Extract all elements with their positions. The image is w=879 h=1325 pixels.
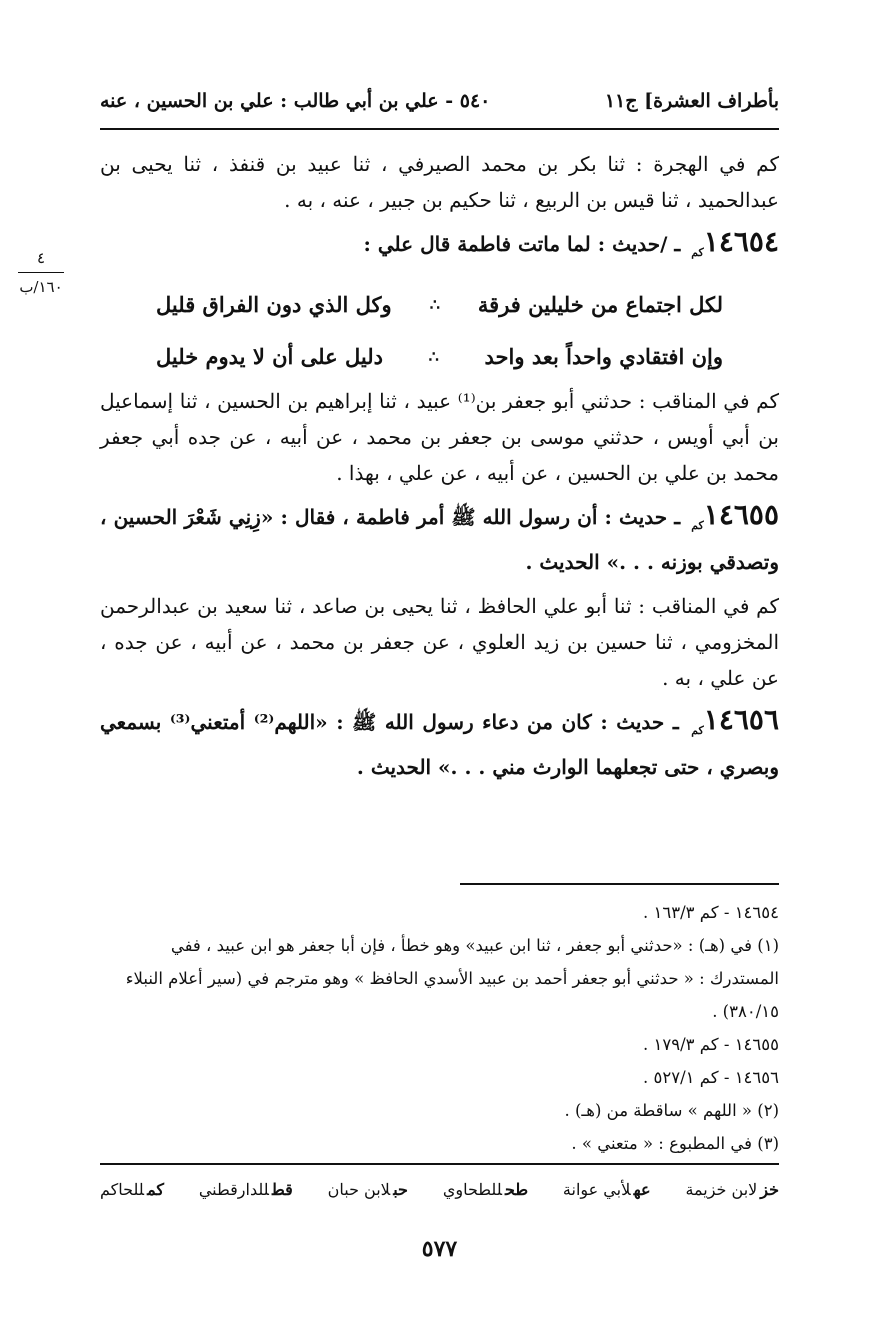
hemistich-first: وإن افتقادي واحداً بعد واحد xyxy=(484,344,723,369)
header-chapter: ٥٤٠ - علي بن أبي طالب : علي بن الحسين ، عنه xyxy=(100,90,491,112)
abbreviation-code: طح xyxy=(504,1180,529,1199)
abbreviation-code: خز xyxy=(760,1180,779,1199)
abbreviations-key xyxy=(100,1180,779,1199)
abbreviation-item xyxy=(100,1180,164,1199)
header-rule xyxy=(100,128,779,130)
abbreviation-code: قط xyxy=(271,1180,293,1199)
hadith-source-mark: كم xyxy=(691,519,704,532)
verse-separator: ∴ xyxy=(428,347,439,366)
hadith-14655 xyxy=(100,497,779,580)
abbreviation-code: كم xyxy=(147,1180,164,1199)
footnotes xyxy=(100,896,779,1160)
folio-divider xyxy=(18,272,64,273)
abbreviation-item xyxy=(443,1180,528,1199)
header-volume: بأطراف العشرة] ج١١ xyxy=(604,90,779,112)
footnote: ١٤٦٥٦ - كم ٥٢٧/١ . xyxy=(643,1068,779,1087)
hadith-number: ١٤٦٥٤ xyxy=(703,225,779,258)
abbreviation-item xyxy=(563,1180,651,1199)
isnad-paragraph-2: كم في المناقب : ثنا أبو علي الحافظ ، ثنا يحيى بن صاعد ، ثنا سعيد بن عبدالرحمن المخزومي ، ثنا حسين بن زيد العلوي ، عن جعفر بن محمد ، عن أبيه ، عن جده ، عن علي ، به . xyxy=(100,594,779,690)
hemistich-second: دليل على أن لا يدوم خليل xyxy=(156,344,383,369)
abbreviation-name: للحاكم xyxy=(100,1180,145,1199)
hemistich-first: لكل اجتماع من خليلين فرقة xyxy=(477,292,723,317)
abbreviation-name: لابن حبان xyxy=(327,1180,391,1199)
hadith-text: ـ حديث : كان من دعاء رسول الله ﷺ : «اللهم⁽²⁾ أمتعني⁽³⁾ بسمعي وبصري ، حتى تجعلهما الوارث مني . . .» الحديث . xyxy=(100,710,779,779)
abbreviation-item xyxy=(328,1180,408,1199)
footnote: (١) في (هـ) : «حدثني أبو جعفر ، ثنا ابن عبيد» وهو خطأ ، فإن أبا جعفر هو ابن عبيد ، ففي المستدرك : « حدثني أبو جعفر أحمد بن عبيد الأسدي الحافظ » وهو مترجم في (سير أعلام النبلاء ٣٨٠/١٥) . xyxy=(125,936,779,1021)
abbreviation-name: للدارقطني xyxy=(198,1180,269,1199)
running-header xyxy=(100,84,779,118)
main-text xyxy=(100,146,779,793)
hadith-14654 xyxy=(100,224,779,271)
footnote: ١٤٦٥٥ - كم ١٧٩/٣ . xyxy=(643,1035,779,1054)
intro-paragraph: كم في الهجرة : ثنا بكر بن محمد الصيرفي ، ثنا عبيد بن قنفذ ، ثنا يحيى بن عبدالحميد ، ثنا قيس بن الربيع ، ثنا حكيم بن جبير ، عنه ، به . xyxy=(100,152,779,212)
abbreviation-code: عه xyxy=(633,1180,651,1199)
hadith-14656 xyxy=(100,702,779,785)
hadith-number: ١٤٦٥٥ xyxy=(703,498,779,531)
folio-top: ٤ xyxy=(36,249,46,267)
verse-separator: ∴ xyxy=(429,295,440,314)
footnote: (٢) « اللهم » ساقطة من (هـ) . xyxy=(564,1101,779,1120)
hadith-source-mark: كم xyxy=(691,246,704,259)
hadith-source-mark: كم xyxy=(691,724,704,737)
page-number: ٥٧٧ xyxy=(421,1236,458,1262)
abbreviation-name: لابن خزيمة xyxy=(685,1180,758,1199)
poem xyxy=(100,279,779,383)
abbreviation-item xyxy=(199,1180,293,1199)
hadith-text: ـ حديث : أن رسول الله ﷺ أمر فاطمة ، فقال : «زِنِي شَعْرَ الحسين ، وتصدقي بوزنه . . .» الحديث . xyxy=(100,505,779,574)
isnad-paragraph-1: كم في المناقب : حدثني أبو جعفر بن⁽¹⁾ عبيد ، ثنا إبراهيم بن الحسين ، ثنا إسماعيل بن أبي أويس ، حدثني موسى بن جعفر بن محمد ، عن أبيه ، عن جده أبي جعفر محمد بن علي بن الحسين ، عن أبيه ، عن علي ، بهذا . xyxy=(100,389,779,485)
folio-bottom: ١٦٠/ب xyxy=(19,278,63,296)
verse-2 xyxy=(100,331,779,383)
abbreviation-name: للطحاوي xyxy=(442,1180,502,1199)
hadith-text: ـ /حديث : لما ماتت فاطمة قال علي : xyxy=(363,232,681,256)
footnote: (٣) في المطبوع : « متعني » . xyxy=(571,1134,779,1153)
abbreviations-rule xyxy=(100,1163,779,1165)
footnote: ١٤٦٥٤ - كم ١٦٣/٣ . xyxy=(643,903,779,922)
abbreviation-code: حب xyxy=(393,1180,408,1199)
hadith-number: ١٤٦٥٦ xyxy=(703,703,779,736)
manuscript-folio-note xyxy=(14,248,68,297)
abbreviation-name: لأبي عوانة xyxy=(562,1180,631,1199)
verse-1 xyxy=(100,279,779,331)
abbreviation-item xyxy=(685,1180,779,1199)
hemistich-second: وكل الذي دون الفراق قليل xyxy=(156,292,392,317)
footnote-rule xyxy=(460,883,779,885)
